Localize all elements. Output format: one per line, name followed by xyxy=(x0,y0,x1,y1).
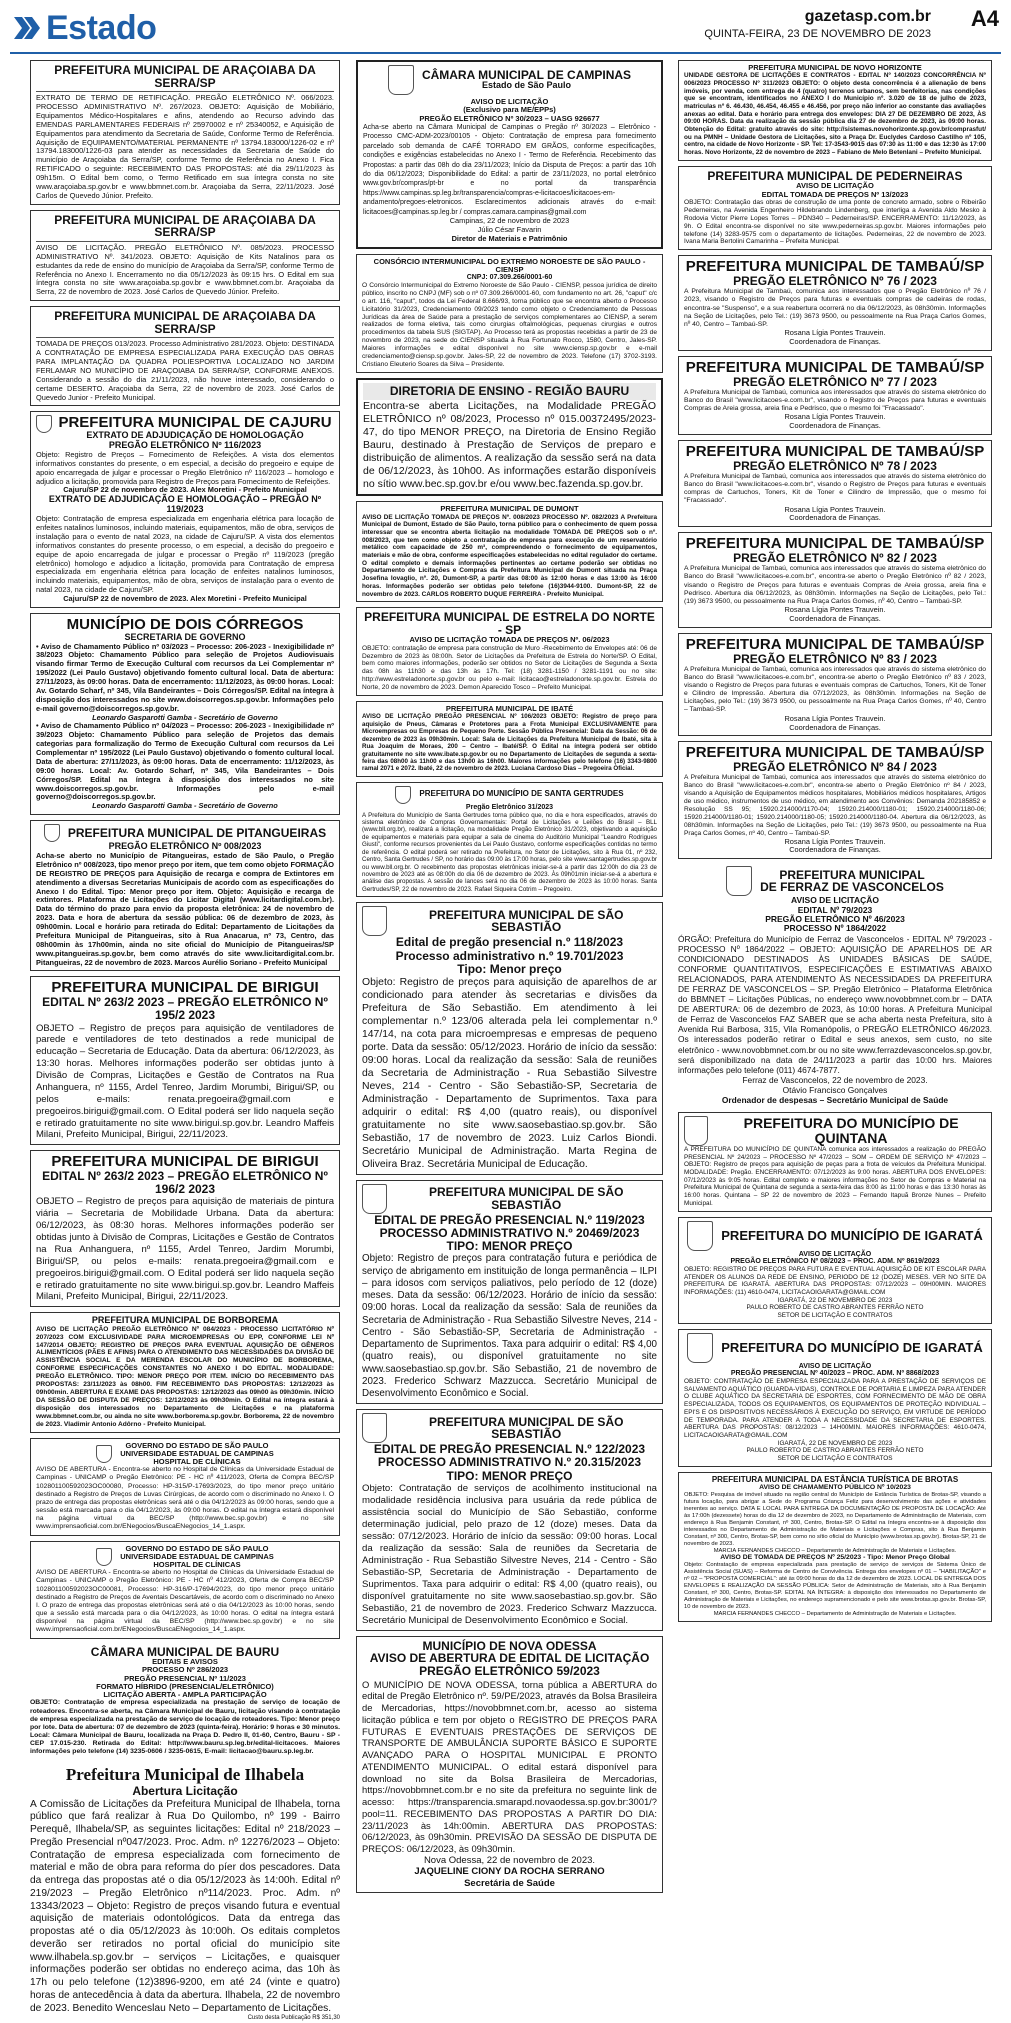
notice-title: GOVERNO DO ESTADO DE SÃO PAULO xyxy=(125,1543,269,1553)
notice-title: DIRETORIA DE ENSINO - REGIÃO BAURU xyxy=(363,383,656,400)
notice-title: CÂMARA MUNICIPAL DE BAURU xyxy=(90,1644,280,1659)
notice-signature: SETOR DE LICITAÇÃO E CONTRATOS xyxy=(777,1454,893,1462)
crest-icon xyxy=(395,786,411,804)
notice-body: EXTRATO DE TERMO DE RETIFICAÇÃO. PREGÃO ELETRÔNICO Nº. 066/2023. PROCESSO ADMINISTRATIVO Nº. 267/2023. OBJETO: Aquisição de Mobiliário, Equipamentos Médico-Hospitalares e afins, atendendo ao Recurso advindo das EMENDAS PARLAMENTARES FEDERAIS nº 25970002 e nº 25340052, e Aquisição de Equipamentos para atendimento da Secretaria de Saúde, Conforme Termo de Referência. Aquisição de EQUIPAMENTO/MATERIAL PERMANENTE nº 13794.183000/1226-02 e nº 13794.183000/1226-03 para atender as necessidades da Secretaria de Saúde do município de Araçoiaba da Serra/SP, conforme Termo de Referência no Anexo I. Fica RETIFICADO o seguinte: RECEBIMENTO DAS PROPOSTAS: até dia 29/11/2023 às 09h15m. O Edital bem como, o Termo Retificado em sua íntegra consta no site www.araçoiaba.sp.gov.br e www.bbmnet.com.br. Araçoiaba da Serra, 22/11/2023. José Carlos de Quevedo Júnior. Prefeito. xyxy=(36,93,334,200)
notice-title: PREFEITURA MUNICIPAL DE PITANGUEIRAS xyxy=(67,825,327,840)
notice-signature: Coordenadora de Finanças. xyxy=(789,513,881,523)
notice-subtitle: Estado de São Paulo xyxy=(481,80,571,91)
notice-subtitle: EDITAIS E AVISOS xyxy=(152,1657,218,1667)
notice-subtitle: CNPJ: 07.309.266/0001-60 xyxy=(466,274,553,282)
notice-title: PREFEITURA MUNICIPAL DE TAMBAÚ/SP xyxy=(685,535,985,553)
notice-tambau-83 xyxy=(678,633,992,737)
notice-dumont xyxy=(356,501,663,602)
notice-subtitle: PROCESSO ADMINISTRATIVO N.º 20469/2023 xyxy=(379,1226,640,1241)
notice-body: A Comissão de Licitações da Prefeitura Municipal de Ilhabela, torna público que fará realizar à Rua Do Quilombo, nº 199 - Bairro Perequê, Ilhabela/SP, as seguintes licitações: Edital nº 218/2023 – Pregão Presencial nº047/2023. Proc. Adm. nº 12276/2023 – Objeto: Contratação de empresa especializada com fornecimento de material e mão de obra para reforma do píer dos pescadores. Data da entrega das propostas até o dia 05/12/2023 às 14:00h. Edital nº 219/2023 – Pregão Eletrônico nº114/2023. Proc. Adm. nº 13343/2023 – Objeto: Registro de preços visando futura e eventual aquisição de materiais odontológicos. Data da entrega das propostas até o dia 05/12/2023 às 10:00h. Os editais completos deverão ser retirados no portal oficial do município site www.ilhabela.sp.gov.br – serviços – Licitações, e quaisquer informações poderão ser obtidas no endereço acima, das 10h às 17h ou pelo telefone (12)3896-9200, em até 24 (vinte e quatro) horas de antecedência à data da abertura. Ilhabela, 22 de novembro de 2023. Benedito Wenceslau Neto – Departamento de Licitações. xyxy=(30,1798,340,2014)
notice-nova-odessa xyxy=(356,1636,663,1893)
notice-body: AVISO DE LICITAÇÃO PREGÃO ELETRÔNICO Nº 084/2023 - PROCESSO LICITATÓRIO Nº 207/2023 COM EXCLUSIVIDADE PARA MICROEMPRESAS OU EPP, CONFORME LEI Nº 147/2014 OBJETO: REGISTRO DE PREÇOS PARA EVENTUAL AQUISIÇÃO DE GÊNEROS ALIMENTÍCIOS (PÃES E AFINS) PARA O ATENDIMENTO DAS NECESSIDADES DA DIVISÃO DE ASSISTÊNCIA SOCIAL E DA MERENDA ESCOLAR DO MUNICÍPIO DE BORBOREMA, CONFORME ESPECIFICAÇÕES CONSTANTES NO ANEXO I DO EDITAL. MODALIDADE: PREGÃO ELETRÔNICO. TIPO: MENOR PREÇO POR ITEM. INÍCIO DO RECEBIMENTO DAS PROPOSTAS: 23/11/2023 às 08h00. FIM RECEBIMENTO DAS PROPOSTAS: 12/12/2023 às 09h00min. ABERTURA E EXAME DAS PROPOSTAS: 12/12/2023 das 09h00 às 09h30min. INÍCIO DA SESSÃO DE DISPUTA DE PREÇOS: 12/12/2023 às 09h30min. O Edital na íntegra estará à disposição dos interessados no Departamento de Licitações e na plataforma www.bbmnet.com.br, ou ainda no site www.borborema.sp.gov.br. Borborema, 22 de novembro de 2023. Vladimir Antonio Adôrno - Prefeito Municipal. xyxy=(36,1325,334,1428)
notice-title: PREFEITURA MUNICIPAL DE TAMBAÚ/SP xyxy=(685,258,985,276)
publication-cost: Custo desta Publicação R$ 351,30 xyxy=(247,2015,340,2022)
notice-signature: Rosana Lígia Pontes Trauvein. xyxy=(784,836,886,846)
crest-icon xyxy=(362,906,387,936)
notice-sao-sebastiao-2 xyxy=(356,1180,663,1404)
notice-body: TOMADA DE PREÇOS 013/2023. Processo Administrativo 281/2023. Objeto: DESTINADA A CONTRATAÇÃO DE EMPRESA ESPECIALIZADA PARA EXECUÇÃO DAS OBRAS PARA IMPLANTAÇÃO DA QUADRA POLIESPORTIVA LOCALIZADO NO JARDIM FERLAMAR NO MUNICÍPIO DE ARAÇOIABA DA SERRA/SP, CONFORME ANEXOS. Considerando a sessão do dia 21/11/2023, não houve interessado, considerando o certame DESERTO. Araçoiaba da Serra, 22 de novembro de 2023. José Carlos de Quevedo Junior - Prefeito Municipal. xyxy=(36,339,334,402)
notice-body: A Prefeitura Municipal de Tambaú, comunica aos interessados que através do sistema eletrônico do Banco do Brasil "www.licitacoes-e.com.br", encontra-se aberto o Pregão Eletrônico nº 82 / 2023, visando o Registro de Preços para futuras e eventuais Compras de Areia grossa, areia fina e Pedrisco. Abertura dia 06/12/2023, às 08h30min. Informações na Seção de Licitações, pelo Tel.: (19) 3673 9500, ou pessoalmente na Rua Praça Carlos Gomes, nº 40, Centro – Tambaú-SP. xyxy=(684,565,986,605)
crest-icon xyxy=(687,1221,713,1251)
notice-signature: IGARATÁ, 22 DE NOVEMBRO DE 2023 xyxy=(777,1296,893,1304)
notice-body: OBJETO: CONTRATAÇÃO DE EMPRESA ESPECIALIZADA PARA A PRESTAÇÃO DE SERVIÇOS DE SALVAMENTO AQUÁTICO (GUARDA-VIDAS), CONTROLE DE PORTARIA E LIMPEZA PARA ATENDER O CLUBE AQUÁTICO DA SECRETARIA DE ESPORTES, COM FORNECIMENTO DE MÃO DE OBRA ESPECIALIZADA, TODOS OS EQUIPAMENTOS, OS EQUIPAMENTOS DE PROTEÇÃO INDIVIDUAL – EPI'S E OS DISPOSITIVOS NECESSÁRIOS À EXECUÇÃO DO SERVIÇO, EM VIRTUDE DE PERÍODO DE TEMPORADA. PARA ATENDER A TODA A NECESSIDADE DA SECRETARIA DE ESPORTES. ABERTURA DAS PROPOSTAS: 08/12/2023 – 14H00MIN. MAIORES INFORMAÇÕES: 4610-0474, LICITACAOIGARATA@GMAIL.COM xyxy=(684,1378,986,1439)
notice-quintana xyxy=(678,1112,992,1212)
notice-signature: Rosana Lígia Pontes Trauvein. xyxy=(784,605,886,614)
notice-title: PREFEITURA MUNICIPAL DE TAMBAÚ/SP xyxy=(685,442,985,460)
notice-body: OBJETO: Pesquisa de imóvel situado na região central do Município de Estância Turística de Brotas-SP, visando a futura locação, para abrigar a Sede do Programa Criança Feliz para desenvolvimento das ações e atividades inerentes ao serviço. DATA E LOCAL PARA ENTREGA DA DOCUMENTAÇÃO DE PROPOSTA DE LOCAÇÃO: Até às 17:00h (dezessete) horas do dia 12 de dezembro de 2023, no Departamento de Administração de Materiais, com endereço à Rua Benjamin Constant, nº 300, Centro, Brotas-SP. O Edital na íntegra encontra-se à disposição dos interessados no Departamento de Administração de Materiais e Licitações e Compras, sito à Rua Benjamin Constant, nº 300, Centro, Brotas-SP, bem como no sítio oficial do Município (www.brotas.sp.gov.br). Brotas-SP, 21 de novembro de 2023. xyxy=(684,1491,986,1547)
notice-title: GOVERNO DO ESTADO DE SÃO PAULO xyxy=(125,1440,269,1450)
notice-signature: Coordenadora de Finanças. xyxy=(789,421,881,431)
notice-subtitle: PREGÃO ELETRÔNICO Nº 78 / 2023 xyxy=(733,458,937,473)
notice-subtitle: AVISO DE LICITAÇÃO xyxy=(798,1250,872,1258)
column-left xyxy=(30,60,340,2022)
notice-aracoiaba-1 xyxy=(30,60,340,205)
notice-body: AVISO DE ABERTURA - Encontra-se aberto no Hospital de Clínicas da Universidade Estadual de Campinas - UNICAMP o Pregão Eletrônico: PE - HC nº 412/2023, Oferta de Compra BEC/SP 102801100592023OC00081, Processo: HP-316/P-17694/2023, do tipo menor preço unitário destinado a Registro de Preços de Aventais Descartáveis, de acordo com o discriminado no Anexo I. O prazo de entrega das propostas eletrônicas será até o dia 04/12/2023 às 10:00 horas, sendo que a sessão está marcada para o dia 04/12/2023, às 10:00 horas. O edital na íntegra estará disponível na página virtual da BEC/SP (http://www.bec.sp.gov.br) e no site www.imprensaoficial.com.br/ENegocios/BuscaENegocios_14_1.aspx. xyxy=(36,1569,334,1634)
notice-signature: Nova Odessa, 22 de novembro de 2023. xyxy=(423,1854,596,1866)
notice-signature: Rosana Lígia Pontes Trauvein. xyxy=(784,328,886,338)
notice-signature: Coordenadora de Finanças. xyxy=(789,845,881,855)
notice-borborema xyxy=(30,1312,340,1432)
notice-title: PREFEITURA DO MUNICÍPIO DE QUINTANA xyxy=(743,1115,959,1147)
header-divider xyxy=(10,52,1001,54)
notice-subtitle: (Exclusivo para ME/EPPs) xyxy=(463,105,556,115)
notice-body: OBJETO: contratação de empresa para construção de Muro -Recebimento de Envelopes até: 06 de Dezembro de 2023 às 08:00h. Setor de Licitações da Prefeitura de Estrela do Norte/SP. O Edital, bem como maiores informações, poderão ser obtidos no Setor de Licitações de Segunda a Sexta das 08h às 11h30 e das 13h às 17h. Tel: (18) 3281-1150 / 3281-1191 ou no site: http://www.estreladonorte.sp.gov.br ou pelo e-mail: licitacao@estreladonorte.sp.gov.br. Estrela do Norte, 20 de novembro de 2023. Demon Aparecido Tosco – Prefeito Municipal. xyxy=(362,644,657,692)
notice-title: PREFEITURA MUNICIPAL DE ESTRELA DO NORTE - SP xyxy=(364,610,655,637)
notice-body: Acha-se aberto no Município de Pitangueiras, estado de São Paulo, o Pregão Eletrônico nº 008/2023, tipo menor preço por item, que tem como objeto FORMAÇÃO DE REGISTRO DE PREÇOS para Aquisição de recarga e compra de Extintores em atendimento a diversas Secretarias Municipais de acordo com as especificações do Anexo I do Edital. Tipo: Menor preço por item. Objeto: Aquisição e recarga de extintores. Plataforma de Licitações do Licitar Digital (www.licitardigital.com.br). Data do término do prazo para envio da proposta eletrônica: 24 de novembro de 2023. Data e hora de abertura da sessão pública: 06 de dezembro de 2023, às 09h00min. Local e horário para retirada do Edital: Departamento de Licitações da Prefeitura Municipal de Pitangueiras, sito à Rua Anacarua, nº 73, Centro, das 08h00min às 17h00min, ainda no site oficial do Município de Pitangueiras/SP www.pitangueiras.sp.gov.br, bem como através do site www.licitardigital.com.br. Pitangueiras, 22 de novembro de 2023. Marcos Aurélio Soriano - Prefeito Municipal xyxy=(36,851,334,967)
notice-title: PREFEITURA MUNICIPAL DE SÃO SEBASTIÃO xyxy=(428,1414,624,1442)
notice-tambau-76 xyxy=(678,255,992,350)
notice-title: PREFEITURA MUNICIPAL DE ARAÇOIABA DA SERRA/SP xyxy=(54,212,316,240)
notice-title: PREFEITURA MUNICIPAL DE SÃO SEBASTIÃO xyxy=(428,1185,624,1212)
page-number: A4 xyxy=(970,6,999,31)
notice-tambau-82 xyxy=(678,532,992,627)
notice-ciensp xyxy=(356,254,663,373)
notice-signature: Coordenadora de Finanças. xyxy=(789,613,881,623)
notice-brotas xyxy=(678,1472,992,1622)
notice-subtitle: HOSPITAL DE CLÍNICAS xyxy=(153,1457,241,1466)
notice-aracoiaba-3 xyxy=(30,306,340,406)
notice-body: OBJETO: Contratação de empresa especializada na prestação de serviço de locação de roteadores. Encontra-se aberta, na Câmara Municipal de Bauru, licitação visando à contratação de empresa especializada na prestação de serviço de locação de roteadores. Tipo: Menor preço por lote. Data de abertura: 07 de dezembro de 2023 (quinta-feira). Horário: 9 horas e 30 minutos. Local: Câmara Municipal de Bauru, localizada na Praça D. Pedro II, 01-60, Centro, Bauru - SP - CEP 17.015-230. Retirada do Edital: http://www.bauru.sp.leg.br/edital-licitacoes. Maiores informações pelo telefone (14) 3235-0606 / 3235-0615, E-mail: licitacao@bauru.sp.leg.br. xyxy=(30,1699,340,1756)
notice-body: Objeto: Registro de preços para contratação futura e periódica de serviço de abrigamento em instituição de longa permanência – ILPI – para idosos com serviços paliativos, pelo período de 12 (doze) meses. Data da sessão: 06/12/2023. Horário de início da sessão: 09:00 horas. Local da realização da sessão: Sala de reuniões da Secretaria de Administração - Rua Sebastião Silvestre Neves, 214 - Centro - São Sebastião-SP, Secretaria de Administração - Departamento de Suprimentos. Taxa para adquirir o edital: R$ 4,00 (quatro reais), ou disponível gratuitamente no site www.saosebastiao.sp.gov.br. São Sebastião, 21 de novembro de 2023. Frederico Schwarz Mazzucca. Secretário Municipal de Desenvolvimento Econômico e Social. xyxy=(362,1253,657,1400)
notice-pitangueiras xyxy=(30,820,340,971)
notice-subtitle: PREGÃO ELETRÔNICO Nº 08/2023 – PROC. ADM. Nº 8619/2023 xyxy=(730,1258,940,1266)
notice-signature: PAULO ROBERTO DE CASTRO ABRANTES FERRÃO NETO xyxy=(746,1447,924,1455)
site-url[interactable]: gazetasp.com.br xyxy=(804,8,931,25)
notice-diretoria-bauru xyxy=(356,378,663,496)
notice-signature: Diretor de Materiais e Patrimônio xyxy=(451,233,568,243)
column-middle xyxy=(356,60,663,1889)
crest-icon xyxy=(388,65,414,95)
notice-title: PREFEITURA MUNICIPAL DE TAMBAÚ/SP xyxy=(685,744,985,762)
notice-signature: Secretária de Saúde xyxy=(464,1877,555,1889)
edition-date: QUINTA-FEIRA, 23 DE NOVEMBRO DE 2023 xyxy=(704,28,931,40)
notice-subtitle: PREGÃO ELETRÔNICO Nº 76 / 2023 xyxy=(733,274,937,289)
notice-subtitle: AVISO DE CHAMAMENTO PÚBLICO Nº 10/2023 xyxy=(759,1484,911,1492)
notice-signature: Júlio César Favarin xyxy=(477,225,542,234)
notice-subtitle: Pregão Eletrônico 31/2023 xyxy=(465,803,554,811)
notice-estrela-norte xyxy=(356,607,663,696)
notice-tambau-77 xyxy=(678,356,992,435)
notice-igarata-2 xyxy=(678,1329,992,1467)
notice-signature: Otávio Francisco Gonçalves xyxy=(782,1084,888,1095)
notice-title: CONSÓRCIO INTERMUNICIPAL DO EXTREMO NOROESTE DE SÃO PAULO - CIENSP xyxy=(373,256,646,274)
notice-dois-corregos xyxy=(30,613,340,815)
notice-ibate xyxy=(356,701,663,777)
notice-santa-gertrudes xyxy=(356,782,663,898)
notice-subtitle: LICITAÇÃO ABERTA - AMPLA PARTICIPAÇÃO xyxy=(103,1690,267,1700)
notice-subtitle: PROCESSO ADMINISTRATIVO N.º 20.315/2023 xyxy=(377,1455,642,1470)
notice-body: ÓRGÃO: Prefeitura do Município de Ferraz de Vasconcelos - EDITAL Nº 79/2023 - PROCESSO Nº 1864/2022 – OBJETO: AQUISIÇÃO DE APARELHOS DE AR CONDICIONADO DESTINADOS ÀS UNIDADES BÁSICAS DE SAÚDE, CONFORME QUANTITATIVOS, ESPECIFICAÇÕES E ESTIMATIVAS ABAIXO RELACIONADOS, PARA ATENDIMENTO ÀS NECESSIDADES DA PREFEITURA DE FERRAZ DE VASCONCELOS – SP. Pregão Eletrônico – Plataforma Eletrônica do BBMNET – Licitações Públicas, no endereço www.novobbmnet.com.br – DATA DE ABERTURA: 06 de dezembro de 2023, às 10:00 horas. A Prefeitura Municipal de Ferraz de Vasconcelos FAZ SABER que se acha aberta nesta Prefeitura, sito à Avenida Rui Barbosa, 315, Vila Romanópolis, o PREGÃO ELETRÔNICO 46/2023. Os interessados poderão retirar o Edital e seus anexos, sem custo, no site eletrônico - www.novobbmnet.com.br ou no site www.ferrazdevasconcelos.sp.gov.br, será disponibilizado na data de 24/11/2023 a partir das 10:00 hrs. Maiores informações pelo telefone (011) 4674-7877. xyxy=(678,933,992,1075)
notice-signature: Coordenadora de Finanças. xyxy=(789,336,881,346)
notice-camara-bauru xyxy=(30,1644,340,1759)
notice-subtitle: AVISO DE LICITAÇÃO xyxy=(470,97,549,106)
notice-body: AVISO DE LICITAÇÃO TOMADA DE PREÇOS Nº. 008/2023 PROCESSO Nº. 082/2023 A Prefeitura Municipal de Dumont, Estado de São Paulo, torna público para o conhecimento de quem possa interessar que se encontra aberta licitação na modalidade TOMADA DE PREÇOS sob o nº. 008/2023, que tem como objeto a contratação de empresa para execução de um reservatório metálico com capacidade de 250 m³, compreendendo o fornecimento de equipamentos, materiais e mão de obra, conforme especificações estabelecidas no edital regulador do certame. O edital completo e demais informações pertinentes ao certame poderão ser obtidas no Departamento de Licitações e Compras da Prefeitura Municipal de Dumont situada na Praça Josefina Iovaglio, nº. 20, Dumont-SP, a partir das 08:00 às 12:00 horas e das 13:00 às 16:00 horas. Informações poderão ser obtidas pelo telefone (16)3944-9100. Dumont-SP, 22 de novembro de 2023. CARLOS ROBERTO DUQUE FERREIRA - Prefeito Municipal. xyxy=(362,513,657,598)
chevron-arrows-icon xyxy=(12,13,42,43)
state-seal-icon xyxy=(96,1445,112,1463)
notice-subtitle: AVISO DE TOMADA DE PREÇOS Nº 25/2023 - Tipo: Menor Preço Global xyxy=(720,1554,950,1562)
notice-subtitle: EXTRATO DE ADJUDICAÇÃO DE HOMOLOGAÇÃO xyxy=(86,430,304,441)
notice-subtitle: EDITAL DE PREGÃO PRESENCIAL N.º 119/2023 xyxy=(374,1212,645,1227)
notice-title: PREFEITURA MUNICIPAL DE PEDERNEIRAS xyxy=(707,168,963,183)
page-header xyxy=(0,0,1011,60)
notice-subtitle: PREGÃO ELETRÔNICO Nº 83 / 2023 xyxy=(733,651,937,666)
notice-body: A PREFEITURA DO MUNICÍPIO DE QUINTANA comunica aos interessados a realização do PREGÃO PRESENCIAL Nº 24/2023 – PROCESSO Nº 47/2023 – SOM – ORDEM DE SERVIÇO Nº 47/2023 – OBJETO: Registro de preços para aquisição de peças para a frota de veículos da Prefeitura Municipal. MODALIDADE: Pregão. ENCERRAMENTO: 07/12/2023 às 9:00 horas. ABERTURA DOS ENVELOPES: 07/12/2023 às 9:05 horas. Edital completo e maiores informações no Setor de Compras e Material na Prefeitura Municipal de Quintana de segunda a sexta-feira das 8:00 às 11:00 horas e das 13:30 horas às 16:00 horas. Quintana – SP 22 de novembro de 2023 – Fernando Itapuã Bronze Nunes – Prefeito Municipal. xyxy=(684,1146,986,1207)
crest-icon xyxy=(684,1116,708,1146)
notice-sao-sebastiao-3 xyxy=(356,1409,663,1630)
notice-title: Prefeitura Municipal de Ilhabela xyxy=(65,1765,305,1785)
notice-subtitle: EDITAL Nº 79/2023 xyxy=(797,904,873,915)
notice-signature: SETOR DE LICITAÇÃO E CONTRATOS xyxy=(777,1312,893,1320)
notice-subtitle: PREGÃO PRESENCIAL Nº 40/2023 – PROC. ADM. Nº 8868/2023 xyxy=(730,1370,940,1378)
notice-title: DE FERRAZ DE VASCONCELOS xyxy=(760,880,944,895)
notice-subtitle: HOSPITAL DE CLÍNICAS xyxy=(153,1560,241,1569)
notice-body: AVISO DE LICITAÇÃO PREGÃO PRESENCIAL Nº 106/2023 OBJETO: Registro de preço para aquisição de Pneus, Câmaras e Protetores para a Frota Municipal EXCLUSIVAMENTE para Microempresas ou Empresas de Pequeno Porte. Sessão Pública Presencial: Data da Sessão: 06 de dezembro de 2023 às 09h30min. Local: Sala de Licitações da Prefeitura Municipal de Ibaté, sita à Rua Joaquim de Moraes, 200 – Centro – Ibaté/SP. O Edital na íntegra poderá ser obtido gratuitamente no site www.ibate.sp.gov.br ou no Departamento de Licitações de segunda a sexta-feira das 08h00 às 11h00 e das 13h00 às 16h00. Maiores informações pelo telefone (16) 3343-9800 ramal 2071 e 2072. Ibaté, 22 de novembro de 2023. Luciana Cardoso Dias – Pregoeira Oficial. xyxy=(362,713,657,773)
notice-body: Encontra-se aberta Licitações, na Modalidade PREGÃO ELETRÔNICO nº 08/2023, Processo nº 015.00372495/2023-47, do tipo MENOR PREÇO, na Diretoria de Ensino Região Bauru, destinado à Prestação de Serviços de preparo e distribuição de alimentos. A realização da sessão será na data de 06/12/2023, às 10h00. As informações estarão disponíveis no sítio www.bec.sp.gov.br e/ou www.bec.fazenda.sp.gov.br. xyxy=(363,399,656,491)
notice-subtitle: AVISO DE LICITAÇÃO xyxy=(798,1362,872,1370)
notice-title: PREFEITURA DO MUNICÍPIO DE SANTA GERTRUDES xyxy=(419,789,624,799)
notice-signature: MARCIA FERNANDES CHECCO – Departamento de Administração de Materiais e Licitações. xyxy=(713,1610,957,1617)
notice-subtitle: TIPO: MENOR PREÇO xyxy=(446,1239,573,1254)
notice-signature: IGARATÁ, 22 DE NOVEMBRO DE 2023 xyxy=(777,1439,893,1447)
notice-title: PREFEITURA MUNICIPAL xyxy=(779,867,925,882)
notice-camara-campinas xyxy=(356,60,663,249)
notice-signature: Leonardo Gasparotti Gamba - Secretário de Governo xyxy=(92,712,278,722)
notice-subtitle: PREGÃO ELETRÔNICO Nº 116/2023 xyxy=(108,440,262,451)
notice-unicamp-1 xyxy=(30,1438,340,1536)
notice-title: PREFEITURA MUNICIPAL DE SÃO SEBASTIÃO xyxy=(428,907,624,935)
notice-title: PREFEITURA MUNICIPAL DE TAMBAÚ/SP xyxy=(685,358,985,376)
notice-body: Objeto: Contratação de serviços de acolhimento institucional na modalidade residência inclusiva para usuária da rede pública de assistência social do Município de São Sebastião, conforme determinação judicial, pelo prazo de 12 (doze) meses. Data da sessão: 07/12/2023. Horário de início da sessão: 09:00 horas. Local da realização da sessão: Sala de reuniões da Secretaria de Administração - Rua Sebastião Silvestre Neves, 214 - Centro - São Sebastião-SP, Secretaria de Administração - Departamento de Suprimentos. Taxa para adquirir o edital: R$ 4,00 (quatro reais), ou disponível gratuitamente no site www.saosebastiao.sp.gov.br. São Sebastião, 21 de novembro de 2023. Frederico Schwarz Mazzucca. Secretário Municipal de Desenvolvimento Econômico e Social. xyxy=(362,1482,657,1626)
notice-body: UNIDADE GESTORA DE LICITAÇÕES E CONTRATOS - EDITAL Nº 140/2023 CONCORRÊNCIA Nº 006/2023 PROCESSO Nº 311/2023 OBJETO: O objeto desta concorrência é a alienação de bens imóveis, por venda, com entrega de 4 (quatro) terrenos urbanos, sem benfeitorias, nas condições que se encontram, identificados no ANEXO I do Município nº. 3.020 de 18 de julho de 2023, matriculas nº 6. 46.430, 46.454, 46.455 e 46.456, por preço não inferior ao constante das avaliações anexas ao edital. Data e horário para entrega dos envelopes: DIA 27 DE DEZEMBRO DE 2023, ÀS 09:00 HORAS. Data da realização da sessão pública dia 27 de dezembro de 2023, às 09:00 horas. Obtenção do Edital: gratuito através do site: http://sistemas.novohorizonte.sp.gov.br/comprasfut/ ou na PMNH – Unidade Gestora de Licitações, sito a Praça Dr. Euclydes Cardoso Castilho nº 105, centro, na cidade de Novo Horizonte - SP. Tel: 17-3543-9015 das 07:30 às 11:00 e das 12:30 às 17:00 horas. Novo Horizonte, 22 de novembro de 2023 – Fabiano de Melo Betenlani – Prefeito Municipal. xyxy=(684,72,986,157)
notice-body: O MUNICÍPIO DE NOVA ODESSA, torna pública a ABERTURA do edital de Pregão Eletrônico nº. 59/PE/2023, através da Bolsa Brasileira de Mercadorias, https://novobbmnet.com.br, acesso ao sistema licitação pública e tem por objeto o REGISTRO DE PREÇOS PARA FUTURAS E EVENTUAIS PRESTAÇÕES DE SERVIÇOS DE TRANSPORTE DE AMBULÂNCIA SUPORTE BÁSICO E SUPORTE AVANÇADO PARA O HOSPITAL MUNICIPAL E PRONTO ATENDIMENTO MUNICIPAL. O edital estará disponível para download no site da Bolsa Brasileira de Mercadorias, https://novobbmnet.com.br e no site da prefeitura no seguinte link de acesso: https://transparencia.smarapd.novaodessa.sp.gov.br:3001/?pool=11. RECEBIMENTO DAS PROPOSTAS A PARTIR DO DIA: 23/11/2023 às 14h:00min. ABERTURA DAS PROPOSTAS: 06/12/2023, às 09h30min. PREVISÃO DA SESSÃO DE DISPUTA DE PREÇOS: 06/12/2023, às 09h30min. xyxy=(362,1678,657,1855)
notice-title: PREFEITURA MUNICIPAL DE BORBOREMA xyxy=(91,1315,279,1326)
notice-title: PREFEITURA MUNICIPAL DE CAJURU xyxy=(58,414,332,432)
notice-body: A Prefeitura do Município de Santa Gertrudes torna público que, no dia e hora especificados, através do sistema eletrônico de Compras Governamentais: Portal de Licitações e Leilões do Brasil – BLL (www.bll.org.br), realizará a licitação, na modalidade Pregão Eletrônico 31/2023, objetivando a aquisição de equipamentos e materiais para equipar a sala de cinema do Auditório Municipal "Leandro Rodrigues Giusti", conforme recursos provenientes da Lei Paulo Gustavo, conforme especificações contidas no termo de referência. O edital poderá ser retirado na Prefeitura, no Setor de Licitações, sito à Rua 01, nº 232, Centro, Santa Gertrudes / SP, no horário das 09:00 às 17:00 horas, pelo site www.santagertrudes.sp.gov.br ou www.bll.org.br. O recebimento das propostas eletrônicas iniciar-se-á a partir das 12:00h do dia 23 de novembro de 2023 até as 08:00h do dia 06 de dezembro de 2023. Às 09h01min iniciar-se-á a abertura e análise das propostas. A sessão de lances será no dia 06 de dezembro de 2023 às 10:00 horas. Santa Gertrudes/SP, 22 de novembro de 2023. Rafael Siqueira Cotrim – Pregoeiro. xyxy=(362,811,657,893)
notice-signature: PAULO ROBERTO DE CASTRO ABRANTES FERRÃO NETO xyxy=(746,1304,924,1312)
notice-body: A Prefeitura Municipal de Tambaú, comunica aos interessados que através do sistema eletrônico do Banco do Brasil "www.licitacoes-e.com.br", encontra-se aberto o Pregão Eletrônico nº 83 / 2023, visando o Registro de Preços para futuras e eventuais compras de Cartuchos, Toners, Kit de Toner e Cilindro de Impressão. Abertura dia 07/12/2023, às 08h30min. Informações na Seção de Licitações, pelo Tel.: (19) 3673 9500, ou pessoalmente na Rua Praça Carlos Gomes, nº 40, Centro – Tambaú-SP. xyxy=(684,665,986,714)
notice-signature: Campinas, 22 de novembro de 2023 xyxy=(449,216,570,226)
notice-signature: Rosana Lígia Pontes Trauvein. xyxy=(784,713,886,723)
notice-subtitle: TIPO: MENOR PREÇO xyxy=(446,1468,573,1483)
crest-icon xyxy=(362,1413,387,1443)
notice-pederneiras xyxy=(678,166,992,251)
notice-body: A Prefeitura Municipal de Tambaú, comunica aos interessados que através do sistema eletrônico do Banco do Brasil "www.licitacoes-e.com.br", encontra-se aberto o Pregão Eletrônico nº 84 / 2023, visando a Aquisição de Equipamentos médicos hospitalares, Mobiliários médicos hospitalares, Artigos de uso médico, instrumentos de uso médico, em atendimento aos Convênios: Demanda 202185852 e Resolução SS 95; 15920.214000/1170-04; 15920.214000/1180-01; 15920.214000/1180-06; 15920.214000/1180-01; 15920.214000/1180-05; 15920.214000/1180-04. Abertura dia 06/12/2023, às 08h30min. Informações na Seção de Licitações, pelo Tel.: (19) 3673 9500, ou pessoalmente na Rua Praça Carlos Gomes, nº 40, Centro – Tambaú-SP. xyxy=(684,774,986,837)
notice-subtitle: PREGÃO ELETRÔNICO Nº 84 / 2023 xyxy=(733,760,937,775)
notice-subtitle: UNIVERSIDADE ESTADUAL DE CAMPINAS xyxy=(120,1448,274,1458)
notice-title: PREFEITURA MUNICIPAL DE ARAÇOIABA DA SERRA/SP xyxy=(54,309,316,336)
notice-body: A Prefeitura Municipal de Tambaú, comunica aos interessados que através do sistema eletrônico do Banco do Brasil "www.licitacoes-e.com.br", visando o Registro de Preços para futuras e eventuais compras de Cartuchos, Toners, Kit de Toner e Cilindro de Impressão, que o mesmo foi "Fracassado". xyxy=(684,472,986,505)
notice-signature: Ordenador de despesas – Secretário Municipal de Saúde xyxy=(721,1094,949,1105)
notice-tambau-78 xyxy=(678,440,992,527)
notice-subtitle: FORMATO HÍBRIDO (PRESENCIAL/ELETRÔNICO) xyxy=(96,1681,274,1691)
notice-subtitle: EDITAL Nº 263/2 2023 – PREGÃO ELETRÔNICO Nº 196/2 2023 xyxy=(42,1169,328,1197)
notice-subtitle: AVISO DE LICITAÇÃO xyxy=(796,181,874,191)
notice-body: OBJETO – Registro de preços para aquisição de ventiladores de parede e ventiladores de teto destinados a rede municipal de educação – Secretaria de Educação. Data da abertura: 06/12/2023, às 13:30 horas. Melhores informações poderão ser obtidas junto à Divisão de Compras, Licitações e Gestão de Contratos na Rua Anhanguera, nº 1155, Ardel Tenreo, Jardim Morumbi, Birigui/SP, ou pelos e-mails: renata.pregoeira@gmail.com e pregoeiros.birigui@gmail.com. O Edital poderá ser lido naquela seção e retirado gratuitamente no site www.birigui.sp.gov.br. Leandro Maffeis Milani, Prefeito Municipal, Birigui, 22/11/2023. xyxy=(36,1022,334,1141)
notice-novo-horizonte xyxy=(678,60,992,161)
notice-signature: JAQUELINE CIONY DA ROCHA SERRANO xyxy=(414,1866,605,1878)
notice-body: Objeto: Contratação de empresa especializada para prestação de serviço de serviços de Sistema Único de Assistência Social (SUAS) – Reforma de Centro de Convivência. Entrega dos envelopes nº 01 – "HABILITAÇÃO" e nº 02 – "PROPOSTA COMERCIAL": até às 09:00 horas do dia 12 de dezembro de 2023. LOCAL DE ENTREGA DOS ENVELOPES E REALIZAÇÃO DA SESSÃO PÚBLICA: Setor de Administração de Materiais, sito à Rua Benjamin Constant, nº 300, Centro, Brotas-SP. EDITAL NA ÍNTEGRA: à disposição dos interessados no Departamento de Administração de Materiais e Licitações, no endereço supramencionado e pelo site www.brotas.sp.gov.br. Brotas-SP, 10 de novembro de 2023. xyxy=(684,1561,986,1610)
notice-subtitle: AVISO DE LICITAÇÃO TOMADA DE PREÇOS Nº. 06/2023 xyxy=(409,635,610,645)
notice-body: A Prefeitura Municipal de Tambaú, comunica aos interessados que através do sistema eletrônico do Banco do Brasil "www.licitacoes-e.com.br", visando o Registro de Preços para futuras e eventuais Compras de Areia grossa, areia fina e Pedrisco, que o mesmo foi "Fracassado". xyxy=(684,388,986,413)
notice-title: PREFEITURA MUNICIPAL DE TAMBAÚ/SP xyxy=(685,635,985,653)
notice-signature: Leonardo Gasparotti Gamba - Secretário de Governo xyxy=(92,801,278,811)
notice-signature: MARCIA FERNANDES CHECCO – Departamento de Administração de Materiais e Licitações. xyxy=(713,1547,957,1554)
notice-subtitle: PROCESSO Nº 286/2023 xyxy=(141,1665,229,1675)
notice-aracoiaba-2 xyxy=(30,210,340,301)
notice-signature: Cajuru/SP 22 de novembro de 2023. Alex Moretini - Prefeito Municipal xyxy=(63,594,307,603)
notice-subtitle: Edital de pregão presencial n.º 118/2023 xyxy=(395,935,624,950)
notice-title: CÂMARA MUNICIPAL DE CAMPINAS xyxy=(421,67,632,82)
notice-body: Objeto: Registro de Preços – Fornecimento de Refeições. A vista dos elementos informativos constantes do presente, o em especial, a decisão do pregoeiro e equipe de apoio encarregada de julgar e processar o Pregão Eletrônico nº 116/2023 – homologo e adjudico a licitação, promovida para Registro de Preços para Fornecimento de Refeições. xyxy=(36,449,334,486)
notice-body: AVISO DE LICITAÇÃO. PREGÃO ELETRÔNICO Nº. 085/2023. PROCESSO ADMINISTRATIVO Nº. 341/2023. OBJETO: Aquisição de Kits Natalinos para os estudantes da rede de ensino do município de Araçoiaba da Serra/SP, conforme Termo de Referência no Anexo I. Encerramento no dia 05/12/2023 às 09:15 hrs. O Edital em sua íntegra consta no site www.araçoiaba.sp.gov.br e www.bbmnet.com.br. Araçoiaba da Serra, 22 de novembro de 2023. José Carlos de Quevedo Júnior. Prefeito. xyxy=(36,242,334,297)
notice-title: MUNICÍPIO DE NOVA ODESSA xyxy=(422,1638,597,1653)
notice-subtitle: EXTRATO DE ADJUDICAÇÃO E HOMOLOGAÇÃO – PREGÃO Nº 119/2023 xyxy=(48,494,322,515)
crest-icon xyxy=(44,824,60,842)
notice-birigui-1 xyxy=(30,976,340,1145)
notice-title: PREFEITURA MUNICIPAL DE ARAÇOIABA DA SERRA/SP xyxy=(54,63,316,90)
notice-title: PREFEITURA MUNICIPAL DA ESTÂNCIA TURÍSTICA DE BROTAS xyxy=(711,1474,959,1484)
column-right xyxy=(678,60,992,1782)
notice-subtitle: PREGÃO ELETRÔNICO Nº 008/2023 xyxy=(108,841,262,852)
notice-body: • Aviso de Chamamento Público nº 03/2023 – Processo: 206-2023 - Inexigibilidade nº 38/2023 Objeto: Chamamento Público para seleção de Projetos Audiovisuais visando firmar Termo de Execução Cultural com recursos da Lei Complementar nº 195/2022 (Lei Paulo Gustavo) objetivando fomento cultural local. Data de abertura: 27/11/2023, às 09:00 horas. Data de encerramento: 11/12/2023, às 09:00 horas. Local: Av. Gotardo Scharf, nº 345, Vila Bandeirantes – Dois Córregos/SP. Edital na íntegra à disposição dos interessados no site www.doiscorregos.sp.gov.br. Informações pelo e-mail governo@doiscorregos.sp.gov.br. xyxy=(36,641,334,713)
notice-igarata-1 xyxy=(678,1217,992,1324)
notice-subtitle: UNIVERSIDADE ESTADUAL DE CAMPINAS xyxy=(120,1551,274,1561)
notice-ferraz-vasconcelos xyxy=(678,864,992,1107)
notice-title: PREFEITURA MUNICIPAL DE BIRIGUI xyxy=(51,979,319,997)
notice-signature: Ferraz de Vasconcelos, 22 de novembro de 2023. xyxy=(742,1074,928,1085)
notice-subtitle: EDITAL TOMADA DE PREÇOS Nº 13/2023 xyxy=(761,189,909,199)
notice-subtitle: EDITAL DE PREGÃO PRESENCIAL N.º 122/2023 xyxy=(373,1442,646,1457)
notice-subtitle: Abertura Licitação xyxy=(132,1784,238,1799)
notice-body: OBJETO: REGISTRO DE PREÇOS PARA FUTURA E EVENTUAL AQUISIÇÃO DE KIT ESCOLAR PARA ATENDER OS ALUNOS DA REDE DE ENSINO, PERIODO DE 12 (DOZE) MESES. VER NO SITE DA PREFEITURA DE IGARATÁ. ABERTURA DAS PROPOSTAS: 07/12/2023 – 09H00MIN. MAIORES INFORMAÇÕES: (11) 4610-0474, LICITACAOIGARATA@GMAIL.COM xyxy=(684,1265,986,1296)
notice-birigui-2 xyxy=(30,1150,340,1307)
notice-body: O Consórcio Intermunicipal do Extremo Noroeste de São Paulo - CIENSP, pessoa jurídica de direito público, inscrito no CNPJ (MF) sob o nº 07.309.266/0001-60, com fundamento no art. 26, "caput" c/c o art. 116, "caput", todos da Lei Federal 8.666/93, torna público que se encontra aberto o Processo Licitatório 31/2023, Credenciamento 09/2023 tendo como objeto o Credenciamento de Pessoas Jurídicas da área de Saúde para a prestação de serviços complementares ao CIENSP, a serem realizados de forma eletiva, tais como cirurgias oftalmológicas, pequenas cirurgias e outros procedimentos da tabela SUS (SIGTAP). Ao Processo terá as propostas recebidas a partir de 23 de novembro de 2023, na sede do CIENSP situada à Rua Fortunato Rocco, 1580, Centro, Jales-SP. Maiores informações e edital disponível no site www.ciensp.sp.gov.br e e-mail credenciamento@ciensp.sp.gov.br. Jales-SP, 22 de novembro de 2023. Telefone (17) 3702-3193. Cristiano Eleuterio Soares da Silva – Presidente. xyxy=(362,281,657,368)
brand-logo[interactable] xyxy=(12,8,156,48)
notice-subtitle: PREGÃO PRESENCIAL Nº 11/2023 xyxy=(124,1673,246,1683)
notice-subtitle: PREGÃO ELETRÔNICO Nº 46/2023 xyxy=(765,914,905,924)
notice-tambau-84 xyxy=(678,741,992,859)
notice-title: PREFEITURA MUNICIPAL DE IBATÉ xyxy=(445,704,574,714)
notice-body: AVISO DE ABERTURA - Encontra-se aberto no Hospital de Clínicas da Universidade Estadual de Campinas - UNICAMP o Pregão Eletrônico: PE - HC nº 411/2023, Oferta de Compra BEC/SP 102801100592023OC00080, Processo: HP-315/P-17693/2023, do tipo menor preço unitário destinado a Registro de Preços de Luvas Cirúrgicas, de acordo com o discriminado no Anexo I. O prazo de entrega das propostas eletrônicas será até o dia 04/12/2023 às 09:00 horas, sendo que a sessão está marcada para o dia 04/12/2023, às 09:00 horas. O edital na íntegra estará disponível na página virtual da BEC/SP (http://www.bec.sp.gov.br) e no site www.imprensaoficial.com.br/ENegocios/BuscaENegocios_14_1.aspx. xyxy=(36,1466,334,1531)
notice-signature: Rosana Lígia Pontes Trauvein. xyxy=(784,412,886,422)
crest-icon xyxy=(726,866,752,896)
notice-subtitle: SECRETARIA DE GOVERNO xyxy=(124,631,246,642)
notice-title: PREFEITURA DO MUNICÍPIO DE IGARATÁ xyxy=(721,1339,983,1355)
notice-signature: Coordenadora de Finanças. xyxy=(789,722,881,732)
notice-body: OBJETO – Registro de preços para aquisição de materiais de pintura viária – Secretaria de Mobilidade Urbana. Data da abertura: 06/12/2023, às 08:30 horas. Melhores informações poderão ser obtidas junto à Divisão de Compras, Licitações e Gestão de Contratos na Rua Anhanguera, nº 1155, Ardel Tenreo, Jardim Morumbi, Birigui/SP, ou pelos e-mails: renata.pregoeira@gmail.com e pregoeiros.birigui@gmail.com. O Edital poderá ser lido naquela seção e retirado gratuitamente no site www.birigui.sp.gov.br. Leandro Maffeis Milani, Prefeito Municipal, Birigui, 22/11/2023. xyxy=(36,1196,334,1303)
notice-title: PREFEITURA MUNICIPAL DE BIRIGUI xyxy=(51,1153,319,1171)
notice-title: PREFEITURA MUNICIPAL DE DUMONT xyxy=(440,504,579,514)
brand-name: Estado xyxy=(46,8,157,47)
crest-icon xyxy=(362,1184,387,1214)
notice-body: Acha-se aberto na Câmara Municipal de Campinas o Pregão nº 30/2023 – Eletrônico - Processo CMC-ADM-2023/00105 - Objeto: Contratação de empresa para fornecimento parcelado sob demanda de CAFÉ TORRADO EM GRÃOS, conforme especificações, condições e exigências estabelecidas no Anexo I - Termo de Referência. Recebimento das Propostas: a partir das 08h do dia 23/11/2023; Início da Disputa de Preços: a partir das 10h do dia 06/12/2023; Disponibilidade do Edital: a partir de 23/11/2023, no portal eletrônico www.gov.br/compras/pt-br e no portal da transparência https://www.campinas.sp.leg.br/transparencia/compras-e-licitacoes/licitacoes-em-andamento/pregoes-eletronicos. Esclarecimentos adicionais através do e-mail: licitacoes@campinas.sp.leg.br / compras.camara.campinas@gmail.com xyxy=(363,123,656,216)
notice-subtitle: PREGÃO ELETRÔNICO Nº 82 / 2023 xyxy=(733,551,937,566)
notice-subtitle: Tipo: Menor preço xyxy=(457,961,562,976)
notice-subtitle: PREGÃO ELETRÔNICO 59/2023 xyxy=(419,1664,600,1679)
notice-body: • Aviso de Chamamento Público nº 04/2023 – Processo: 206-2023 - Inexigibilidade nº 39/2023 Objeto: Chamamento Público para seleção de Projetos das demais categorias para formalização do Termo de Execução Cultural com recursos da Lei Complementar nº 195/2022 (Lei Paulo Gustavo) objetivando o fomento cultural local. Data de abertura: 27/11/2023, às 09:00 horas. Data de encerramento: 11/12/2023, às 09:00 horas. Local: Av. Gotardo Scharf, nº 345, Vila Bandeirantes – Dois Córregos/SP. Edital na íntegra à disposição dos interessados no site www.doiscorregos.sp.gov.br. Informações pelo e-mail governo@doiscorregos.sp.gov.br. xyxy=(36,721,334,802)
notice-signature: Cajuru/SP 22 de novembro de 2023. Alex Moretini - Prefeito Municipal xyxy=(63,485,307,495)
notice-ilhabela xyxy=(30,1763,340,2023)
notice-subtitle: EDITAL Nº 263/2 2023 – PREGÃO ELETRÔNICO Nº 195/2 2023 xyxy=(42,995,328,1023)
notice-title: MUNICÍPIO DE DOIS CÓRREGOS xyxy=(66,615,304,633)
notice-body: A Prefeitura Municipal de Tambaú, comunica aos interessados que o Pregão Eletrônico nº 76 / 2023, visando o Registro de Preços para futuras e eventuais compras de cadeiras de rodas, encontra-se "Suspenso", e a sua reabertura ocorrerá no dia 06/12/2023, às 08h30min. Informações na Seção de Licitações, pelo Tel.: (19) 3673 9500, ou pessoalmente na Rua Praça Carlos Gomes, nº 40, Centro – Tambaú-SP. xyxy=(684,288,986,328)
notice-body: Objeto: Registro de preços para aquisição de aparelhos de ar condicionado para atender às secretarias e divisões da Prefeitura de São Sebastião. Em atendimento à lei complementar n.º 123/06 alterada pela lei complementar n.º 147/14, na cota para microempresas e empresas de pequeno porte. Data da sessão: 05/12/2023. Horário de início da sessão: 09:00 horas. Local da realização da sessão: Sala de reuniões da Secretaria de Administração - Rua Sebastião Silvestre Neves, 214 - Centro - São Sebastião-SP, Secretaria de Administração - Departamento de Suprimentos. Taxa para adquirir o edital: R$ 4,00 (quatro reais), ou disponível gratuitamente no site www.saosebastiao.sp.gov.br. São Sebastião, 17 de novembro de 2023. Luiz Carlos Biondi. Secretário Municipal de Administração. Marta Regina de Oliveira Braz. Secretária Municipal de Educação. xyxy=(362,976,657,1170)
notice-body: Objeto: Contratação de empresa especializada em engenharia elétrica para locação de enfeites natalinos luminosos, incluindo materiais, equipamentos, mão de obra, serviços de instalação para o evento de natal 2023, na cidade de Cajuru/SP. A vista dos elementos informativos constantes do presente processo, o em especial, a decisão do pregoeiro e equipe de apoio encarregada de julgar e processar o Pregão nº 119/2023 (pregão eletrônico) homologo e adjudico a licitação, promovida para Contratação de empresa especializada em engenharia elétrica para locação de enfeites natalinos luminosos, incluindo materiais, equipamentos, mão de obra, serviços de instalação para o evento de natal 2023, na cidade de Cajuru/SP. xyxy=(36,514,334,595)
notice-subtitle: Processo administrativo n.º 19.701/2023 xyxy=(395,948,624,963)
notice-subtitle: AVISO DE ABERTURA DE EDITAL DE LICITAÇÃO xyxy=(369,1651,650,1666)
notice-sao-sebastiao-1 xyxy=(356,902,663,1175)
notice-body: OBJETO: Contratação das obras de construção de uma ponte de concreto armado, sobre o Ribeirão Pederneiras, na Avenida Engenheiro Hildebrando Lindenberg, que interliga a Avenida Aldo Mesko à Rodovia Victor Pierre Lopes Torres – PDN340 – Pederneiras/SP. ENCERRAMENTO: 11/12/2023, às 9h. O Edital encontra-se disponível no site www.pederneiras.sp.gov.br. Maiores informações pelo telefone (14) 3283-9575 com o departamento de licitações. Pederneiras, 22 de novembro de 2023. Ivana Maria Bertolini Camarinha – Prefeita Municipal. xyxy=(684,198,986,246)
notice-cajuru xyxy=(30,411,340,607)
state-seal-icon xyxy=(96,1548,112,1566)
notice-subtitle: PREGÃO ELETRÔNICO Nº 77 / 2023 xyxy=(733,374,937,389)
notice-title: PREFEITURA MUNICIPAL DE NOVO HORIZONTE xyxy=(748,63,922,72)
crest-icon xyxy=(687,1333,713,1363)
notice-title: PREFEITURA DO MUNICÍPIO DE IGARATÁ xyxy=(721,1227,983,1243)
notice-signature: Rosana Lígia Pontes Trauvein. xyxy=(784,504,886,514)
notice-subtitle: PROCESSO Nº 1864/2022 xyxy=(783,923,887,934)
notice-subtitle: AVISO DE LICITAÇÃO xyxy=(791,895,879,906)
notice-unicamp-2 xyxy=(30,1541,340,1639)
notice-subtitle: PREGÃO ELETRÔNICO Nº 30/2023 – UASG 926677 xyxy=(419,113,600,123)
